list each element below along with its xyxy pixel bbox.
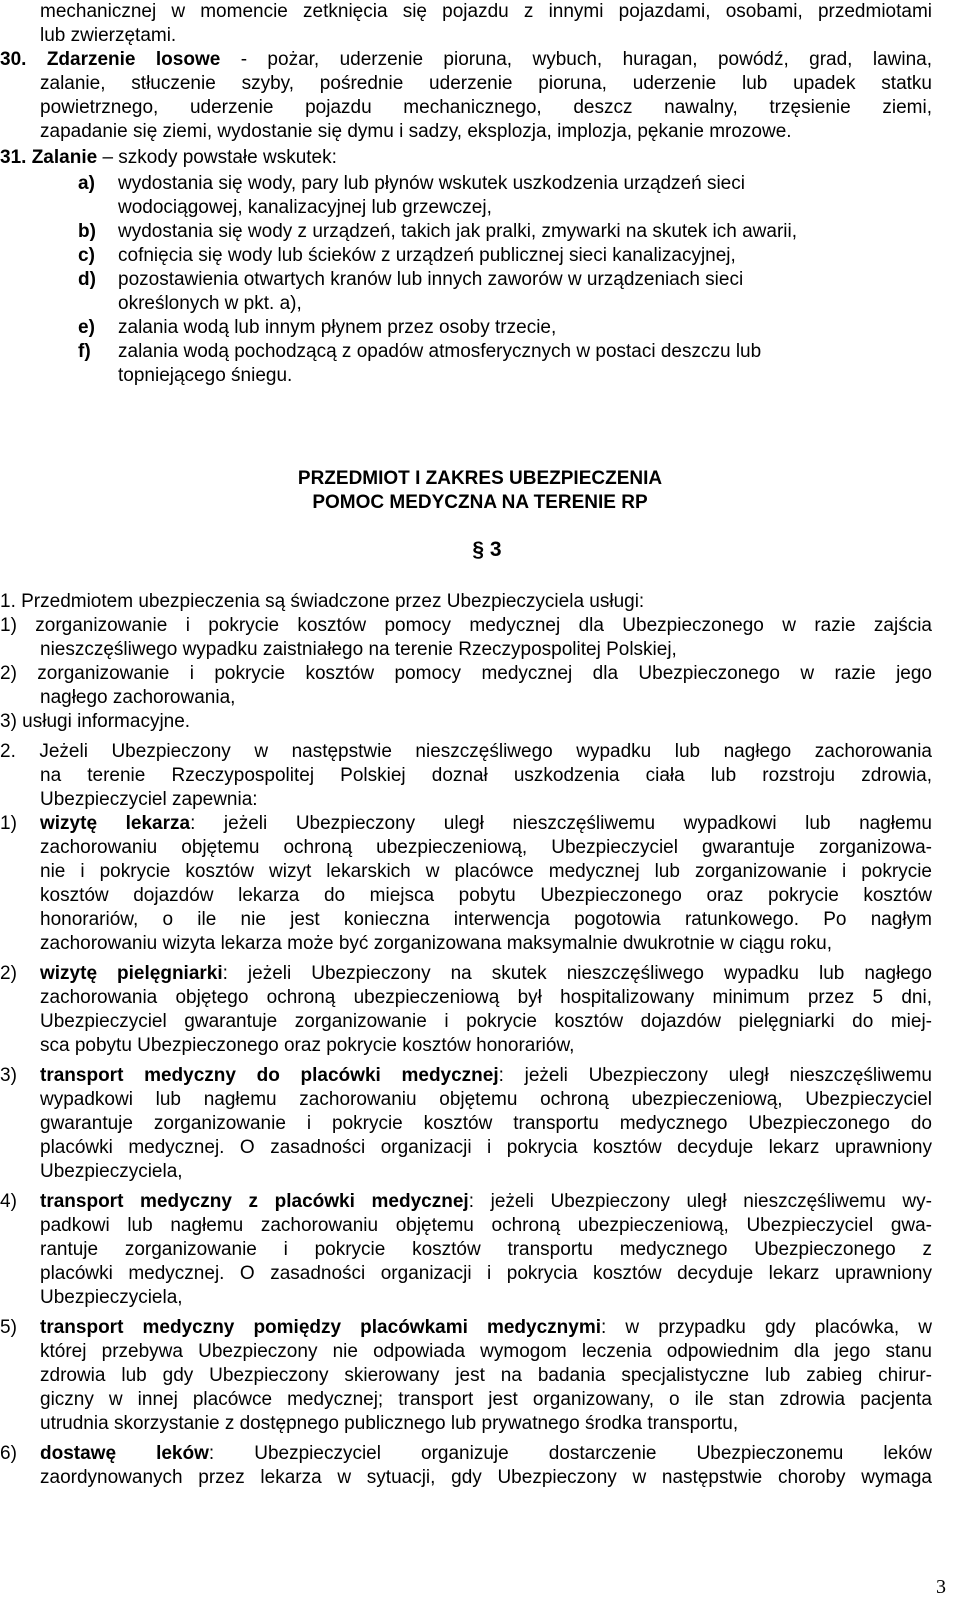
text-line: mechanicznej w momencie zetknięcia się pojazdu z innymi pojazdami, osobami, przedmiotami bbox=[40, 1, 932, 22]
heading-2: POMOC MEDYCZNA NA TERENIE RP bbox=[312, 492, 648, 513]
service-line: wypadkowi lub nagłemu zachorowaniu objętemu ochroną ubezpieczeniową, Ubezpieczyciel bbox=[40, 1089, 932, 1110]
service-number: 4) bbox=[0, 1191, 17, 1212]
sub-label: f) bbox=[78, 341, 91, 362]
service-line: nie i pokrycie kosztów wizyt lekarskich w placówce medycznej lub zorganizowanie i pokrycie bbox=[40, 861, 932, 882]
text-line: 2. Jeżeli Ubezpieczony w następstwie nieszczęśliwego wypadku lub nagłego zachorowania bbox=[0, 741, 932, 762]
service-line: padkowi lub nagłemu zachorowaniu objętemu ochroną ubezpieczeniową, Ubezpieczyciel gwa- bbox=[40, 1215, 932, 1236]
sub-line: wodociągowej, kanalizacyjnej lub grzewczej, bbox=[118, 197, 492, 218]
service-line: zachorowaniu wizyta lekarza może być zorganizowana maksymalnie dwukrotnie w ciągu roku, bbox=[40, 933, 833, 954]
text-line: Ubezpieczyciel zapewnia: bbox=[40, 789, 258, 810]
page-number: 3 bbox=[936, 1576, 946, 1598]
service-number: 5) bbox=[0, 1317, 17, 1338]
service-first-line bbox=[40, 1064, 932, 1088]
text: - pożar, uderzenie pioruna, wybuch, huragan, powódź, grad, lawina, bbox=[220, 49, 932, 70]
service-line: honorariów, o ile nie jest konieczna interwencja pogotowia ratunkowego. Po nagłym bbox=[40, 909, 932, 930]
sub-label: e) bbox=[78, 317, 95, 338]
sub-line: topniejącego śniegu. bbox=[118, 365, 293, 386]
sub-line: określonych w pkt. a), bbox=[118, 293, 302, 314]
service-number: 3) bbox=[0, 1065, 17, 1086]
text-line: nagłego zachorowania, bbox=[40, 687, 236, 708]
text: : Ubezpieczyciel organizuje dostarczenie Ubezpieczonemu leków bbox=[208, 1443, 932, 1464]
text-line: powietrznego, uderzenie pojazdu mechanicznego, deszcz nawalny, trzęsienie ziemi, bbox=[40, 97, 932, 118]
service-term: transport medyczny do placówki medycznej bbox=[40, 1065, 499, 1086]
text-line: 1. Przedmiotem ubezpieczenia są świadczone przez Ubezpieczyciela usługi: bbox=[0, 591, 645, 612]
text-line: nieszczęśliwego wypadku zaistniałego na terenie Rzeczypospolitej Polskiej, bbox=[40, 639, 677, 660]
section-number: § 3 bbox=[472, 538, 502, 561]
item-31-first-line bbox=[0, 146, 337, 170]
text-line: zalanie, stłuczenie szyby, pośrednie uderzenie pioruna, uderzenie lub upadek statku bbox=[40, 73, 932, 94]
service-line: rantuje zorganizowanie i pokrycie kosztów transportu medycznego Ubezpieczonego z bbox=[40, 1239, 932, 1260]
service-number: 2) bbox=[0, 963, 17, 984]
sub-line: zalania wodą pochodzącą z opadów atmosferycznych w postaci deszczu lub bbox=[118, 341, 762, 362]
text: : jeżeli Ubezpieczony uległ nieszczęśliwemu wypadkowi lub nagłemu bbox=[190, 813, 932, 834]
text: : jeżeli Ubezpieczony uległ nieszczęśliwemu wy- bbox=[468, 1191, 932, 1212]
service-line: zaordynowanych przez lekarza w sytuacji, gdy Ubezpieczony w następstwie choroby wymaga bbox=[40, 1467, 932, 1488]
term: Zalanie bbox=[31, 147, 98, 168]
text: – szkody powstałe wskutek: bbox=[97, 147, 337, 168]
service-line: kosztów dojazdów lekarza do miejsca pobytu Ubezpieczonego oraz pokrycie kosztów bbox=[40, 885, 932, 906]
service-term: transport medyczny pomiędzy placówkami medycznymi bbox=[40, 1317, 602, 1338]
service-term: wizytę pielęgniarki bbox=[40, 963, 223, 984]
sub-label: d) bbox=[78, 269, 96, 290]
text-line: lub zwierzętami. bbox=[40, 25, 177, 46]
service-term: wizytę lekarza bbox=[40, 813, 191, 834]
service-term: transport medyczny z placówki medycznej bbox=[40, 1191, 469, 1212]
sub-line: wydostania się wody, pary lub płynów wskutek uszkodzenia urządzeń sieci bbox=[118, 173, 745, 194]
sub-label: c) bbox=[78, 245, 95, 266]
service-line: utrudnia skorzystanie z dostępnego publicznego lub prywatnego środka transportu, bbox=[40, 1413, 739, 1434]
text-line: 3) usługi informacyjne. bbox=[0, 711, 191, 732]
service-first-line bbox=[40, 1190, 932, 1214]
item-number: 31. bbox=[0, 147, 32, 168]
service-first-line bbox=[40, 812, 932, 836]
sub-label: a) bbox=[78, 173, 95, 194]
sub-label: b) bbox=[78, 221, 96, 242]
service-line: Ubezpieczyciela, bbox=[40, 1287, 183, 1308]
service-line: gwarantuje zorganizowanie i pokrycie kosztów transportu medycznego Ubezpieczonego do bbox=[40, 1113, 932, 1134]
sub-line: pozostawienia otwartych kranów lub innych zaworów w urządzeniach sieci bbox=[118, 269, 744, 290]
service-first-line bbox=[40, 962, 932, 986]
service-first-line bbox=[40, 1442, 932, 1466]
item-number: 30. bbox=[0, 49, 47, 70]
service-line: zdrowia lub gdy Ubezpieczony skierowany jest na badania specjalistyczne lub zabieg chirur- bbox=[40, 1365, 932, 1386]
service-line: sca pobytu Ubezpieczonego oraz pokrycie kosztów honorariów, bbox=[40, 1035, 575, 1056]
service-line: Ubezpieczyciel gwarantuje zorganizowanie i pokrycie kosztów dojazdów pielęgniarki do miej- bbox=[40, 1011, 932, 1032]
service-number: 6) bbox=[0, 1443, 17, 1464]
service-first-line bbox=[40, 1316, 932, 1340]
text-line: na terenie Rzeczypospolitej Polskiej doznał uszkodzenia ciała lub rozstroju zdrowia, bbox=[40, 765, 932, 786]
service-line: zachorowaniu objętemu ochroną ubezpieczeniową, Ubezpieczyciel gwarantuje zorganizowa- bbox=[40, 837, 932, 858]
text-line: zapadanie się ziemi, wydostanie się dymu i sadzy, eksplozja, implozja, pękanie mrozowe. bbox=[40, 121, 792, 142]
text: : jeżeli Ubezpieczony uległ nieszczęśliwemu bbox=[498, 1065, 932, 1086]
text-line: 2) zorganizowanie i pokrycie kosztów pomocy medycznej dla Ubezpieczonego w razie jego bbox=[0, 663, 932, 684]
item-30-first-line bbox=[0, 48, 932, 72]
text-line: 1) zorganizowanie i pokrycie kosztów pomocy medycznej dla Ubezpieczonego w razie zajścia bbox=[0, 615, 932, 636]
service-line: której przebywa Ubezpieczony nie odpowiada wymogom leczenia odpowiednim dla jego stanu bbox=[40, 1341, 932, 1362]
service-term: dostawę leków bbox=[40, 1443, 209, 1464]
sub-line: wydostania się wody z urządzeń, takich jak pralki, zmywarki na skutek ich awarii, bbox=[118, 221, 797, 242]
heading-1: PRZEDMIOT I ZAKRES UBEZPIECZENIA bbox=[297, 468, 663, 489]
service-number: 1) bbox=[0, 813, 17, 834]
service-line: Ubezpieczyciela, bbox=[40, 1161, 183, 1182]
sub-line: zalania wodą lub innym płynem przez osoby trzecie, bbox=[118, 317, 557, 338]
text: : w przypadku gdy placówka, w bbox=[601, 1317, 933, 1338]
term: Zdarzenie losowe bbox=[46, 49, 221, 70]
text: : jeżeli Ubezpieczony na skutek nieszczęśliwego wypadku lub nagłego bbox=[222, 963, 932, 984]
service-line: giczny w innej placówce medycznej; transport jest organizowany, o ile stan zdrowia pacjenta bbox=[40, 1389, 932, 1410]
service-line: zachorowania objętego ochroną ubezpieczeniową był hospitalizowany minimum przez 5 dni, bbox=[40, 987, 932, 1008]
service-line: placówki medycznej. O zasadności organizacji i pokrycia kosztów decyduje lekarz uprawniony bbox=[40, 1137, 932, 1158]
sub-line: cofnięcia się wody lub ścieków z urządzeń publicznej sieci kanalizacyjnej, bbox=[118, 245, 736, 266]
service-line: placówki medycznej. O zasadności organizacji i pokrycia kosztów decyduje lekarz uprawniony bbox=[40, 1263, 932, 1284]
